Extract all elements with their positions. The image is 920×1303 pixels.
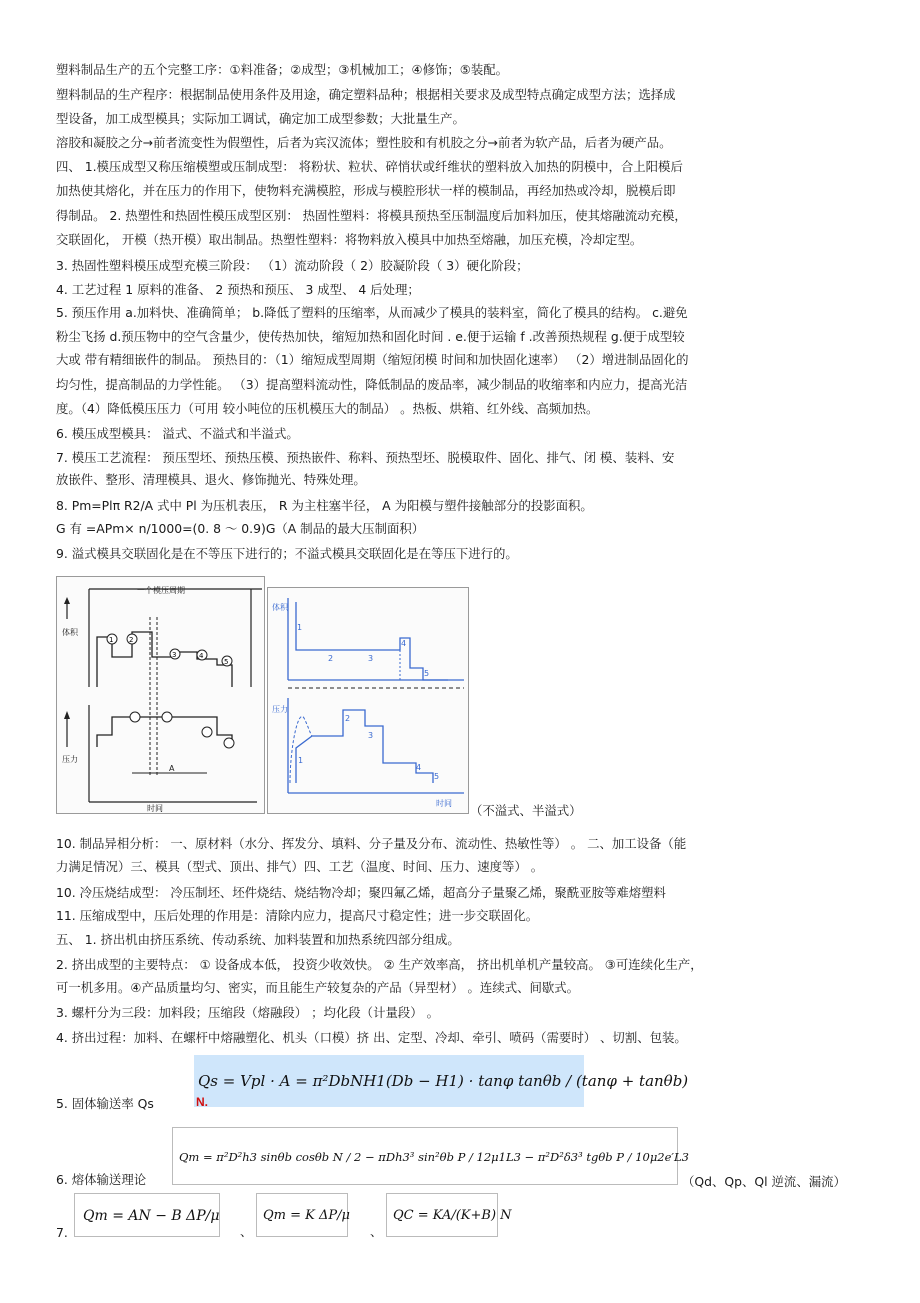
cycle-label: 一个模压周期 — [137, 586, 185, 595]
pressure-axis-label: 压力 — [272, 705, 288, 714]
text-line: 交联固化， 开模（热开模）取出制品。热塑性塑料：将物料放入模具中加热至熔融，加压充模，冷却定型。 — [56, 232, 643, 247]
text-line: 可一机多用。④产品质量均匀、密实，而且能生产较复杂的产品（异型材） 。连续式、间歇式。 — [56, 980, 580, 995]
time-axis-label: 时间 — [436, 799, 452, 808]
flow-formula-1: Qm = AN − B ΔP/μ — [74, 1193, 220, 1237]
solid-conveying-suffix: N. — [196, 1095, 208, 1109]
text-line: 五、 1. 挤出机由挤压系统、传动系统、加料装置和加热系统四部分组成。 — [56, 932, 460, 947]
text-line: 5. 预压作用 a.加料快、准确简单； b.降低了塑料的压缩率，从而减少了模具的装料室，简化了模具的结构。 c.避免 — [56, 305, 688, 320]
text-line: 4. 工艺过程 1 原料的准备、 2 预热和预压、 3 成型、 4 后处理； — [56, 282, 420, 297]
point-label: 2 — [129, 636, 134, 644]
point-label: 4 — [199, 652, 204, 660]
separator: 、 — [370, 1224, 383, 1239]
separator: 、 — [240, 1224, 253, 1239]
point-label: 1 — [109, 636, 114, 644]
pressure-axis-label: 压力 — [62, 755, 78, 764]
point-label: 3 — [368, 731, 374, 740]
text-line: 放嵌件、整形、清理模具、退火、修饰抛光、特殊处理。 — [56, 472, 366, 487]
text-line: 粉尘飞扬 d.预压物中的空气含量少，使传热加快，缩短加热和固化时间 . e.便于运输 f .改善预热规程 g.便于成型较 — [56, 329, 685, 344]
text-line: 9. 溢式模具交联固化是在不等压下进行的；不溢式模具交联固化是在等压下进行的。 — [56, 546, 518, 561]
text-line: 均匀性，提高制品的力学性能。 （3）提高塑料流动性，降低制品的废品率，减少制品的收缩率和内应力，提高光洁 — [56, 377, 688, 392]
text-line: 型设备，加工成型模具；实际加工调试，确定加工成型参数；大批量生产。 — [56, 111, 465, 126]
marker-a: A — [169, 764, 175, 773]
volume-axis-label: 体积 — [272, 603, 288, 612]
item-7-label: 7. — [56, 1225, 68, 1240]
flow-formula-3: QC = KA/(K+B) N — [386, 1193, 498, 1237]
text-line: 3. 螺杆分为三段：加料段；压缩段（熔融段） ；均化段（计量段） 。 — [56, 1005, 439, 1020]
text-line: 7. 模压工艺流程： 预压型坯、预热压模、预热嵌件、称料、预热型坯、脱模取件、固化、排气、闭 模、装料、安 — [56, 450, 675, 465]
text-line: 力满足情况）三、模具（型式、顶出、排气）四、工艺（温度、时间、压力、速度等） 。 — [56, 859, 544, 874]
point-label: 3 — [172, 651, 177, 659]
melt-conveying-label: 6. 熔体输送理论 — [56, 1172, 147, 1187]
text-line: 10. 制品异相分析： 一、原材料（水分、挥发分、填料、分子量及分布、流动性、热敏性等） 。 二、加工设备（能 — [56, 836, 687, 851]
solid-conveying-formula: Qs = Vpl · A = π²DbNH1(Db − H1) · tanφ tanθb / (tanφ + tanθb) — [194, 1055, 584, 1107]
text-line: G 有 =APm× n/1000=(0. 8 ～ 0.9)G（A 制品的最大压制面积） — [56, 521, 425, 536]
mold-cycle-diagram-left — [56, 576, 265, 814]
figure-caption: （不溢式、半溢式） — [470, 803, 582, 818]
flow-formula-2: Qm = K ΔP/μ — [256, 1193, 348, 1237]
text-line: 溶胶和凝胶之分→前者流变性为假塑性，后者为宾汉流体；塑性胶和有机胶之分→前者为软产品，后者为硬产品。 — [56, 135, 672, 150]
text-line: 四、 1.模压成型又称压缩模塑或压制成型： 将粉状、粒状、碎悄状或纤维状的塑料放入加热的阴模中，合上阳模后 — [56, 159, 683, 174]
point-label: 5 — [424, 669, 430, 678]
point-label: 3 — [368, 654, 374, 663]
point-label: 2 — [345, 714, 351, 723]
text-line: 塑料制品的生产程序：根据制品使用条件及用途，确定塑料品种；根据相关要求及成型特点确定成型方法；选择成 — [56, 87, 676, 102]
text-line: 11. 压缩成型中，压后处理的作用是：清除内应力，提高尺寸稳定性；进一步交联固化。 — [56, 908, 539, 923]
point-label: 4 — [401, 639, 407, 648]
text-line: 大或 带有精细嵌件的制品。 预热目的：（1）缩短成型周期（缩短闭模 时间和加快固化速率） （2）增进制品固化的 — [56, 352, 689, 367]
solid-conveying-label: 5. 固体输送率 Qs — [56, 1096, 154, 1111]
mold-cycle-diagram-right — [267, 587, 469, 814]
point-label: 1 — [297, 623, 303, 632]
volume-axis-label: 体积 — [62, 628, 78, 637]
text-line: 4. 挤出过程：加料、在螺杆中熔融塑化、机头（口模）挤 出、定型、冷却、牵引、喷码（需要时） 、切割、包装。 — [56, 1030, 687, 1045]
time-axis-label: 时间 — [147, 804, 163, 813]
text-line: 塑料制品生产的五个完整工序：①料准备；②成型；③机械加工；④修饰；⑤装配。 — [56, 62, 509, 77]
point-label: 5 — [434, 772, 440, 781]
text-line: 2. 挤出成型的主要特点： ① 设备成本低， 投资少收效快。 ② 生产效率高， 挤出机单机产量较高。 ③可连续化生产， — [56, 957, 703, 972]
text-line: 3. 热固性塑料模压成型充模三阶段： （1）流动阶段（ 2）胶凝阶段（ 3）硬化阶段； — [56, 258, 529, 273]
point-label: 4 — [416, 763, 422, 772]
text-line: 8. Pm=Plπ R2/A 式中 Pl 为压机表压， R 为主柱塞半径， A 为阳模与塑件接触部分的投影面积。 — [56, 498, 593, 513]
text-line: 10. 冷压烧结成型： 冷压制坯、坯件烧结、烧结物冷却；聚四氟乙烯，超高分子量聚乙烯，聚酰亚胺等难熔塑料 — [56, 885, 666, 900]
text-line: 加热使其熔化，并在压力的作用下，使物料充满模腔，形成与模腔形状一样的模制品，再经加热或冷却，脱模后即 — [56, 183, 676, 198]
text-line: 度。（4）降低模压压力（可用 较小吨位的压机模压大的制品） 。热板、烘箱、红外线、高频加热。 — [56, 401, 599, 416]
melt-conveying-formula: Qm = π²D²h3 sinθb cosθb N / 2 − πDh3³ sin²θb P / 12μ1L3 − π²D²δ3³ tgθb P / 10μ2e′L3 — [172, 1127, 678, 1185]
melt-conveying-note: （Qd、Qp、Ql 逆流、漏流） — [682, 1174, 846, 1189]
point-label: 1 — [298, 756, 304, 765]
text-line: 6. 模压成型模具： 溢式、不溢式和半溢式。 — [56, 426, 299, 441]
text-line: 得制品。 2. 热塑性和热固性模压成型区别： 热固性塑料：将模具预热至压制温度后加料加压，使其熔融流动充模， — [56, 208, 687, 223]
point-label: 2 — [328, 654, 334, 663]
point-label: 5 — [224, 658, 229, 666]
